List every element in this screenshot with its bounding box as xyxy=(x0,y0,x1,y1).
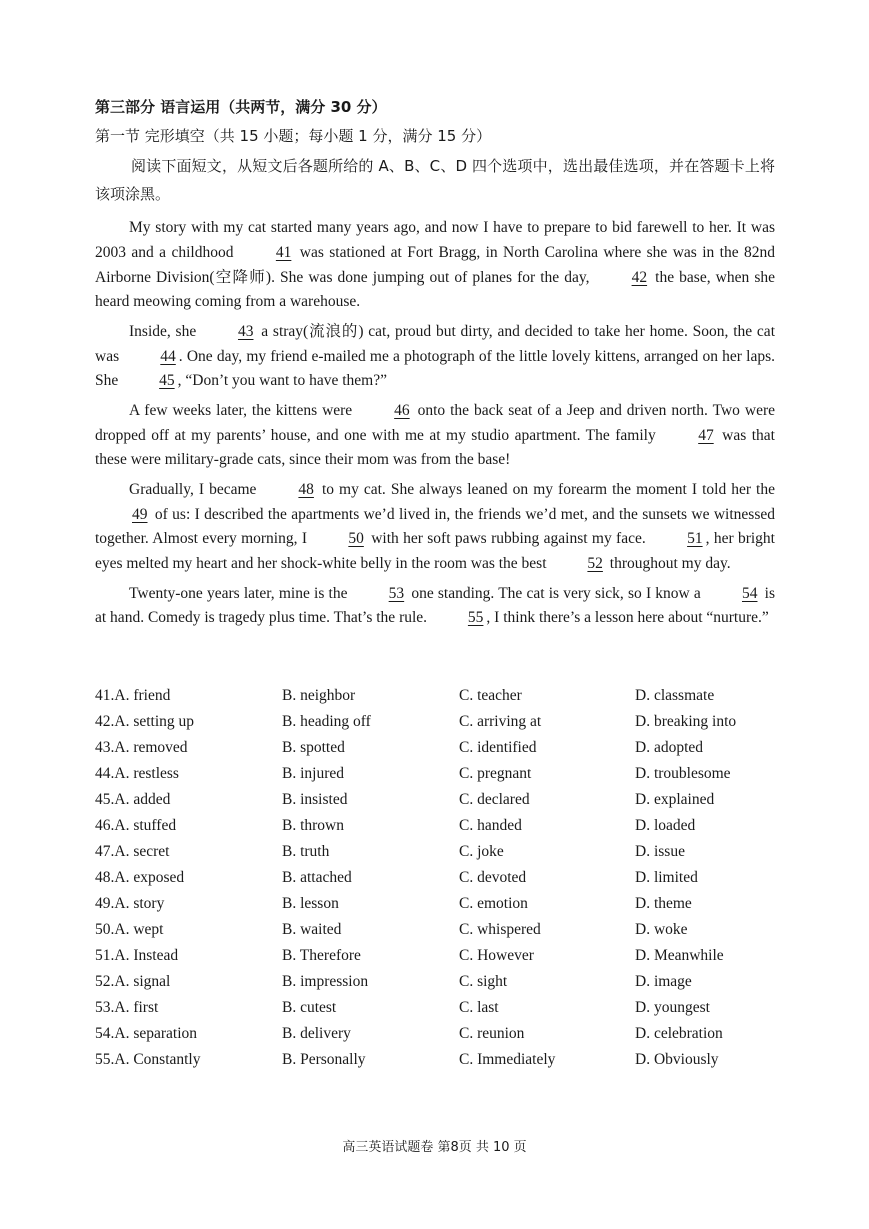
option-choice: 43.A. removed xyxy=(95,739,188,756)
option-row xyxy=(95,943,775,969)
blank-number: 49 xyxy=(132,505,148,523)
passage-paragraph xyxy=(95,478,775,577)
passage-text: Gradually, I became xyxy=(129,480,262,498)
option-choice: D. breaking into xyxy=(635,713,737,730)
passage-text: with her soft paws rubbing against my face. xyxy=(366,530,651,548)
option-choice: 48.A. exposed xyxy=(95,869,185,886)
option-choice: C. handed xyxy=(459,817,522,834)
option-choice: C. reunion xyxy=(459,1025,525,1042)
option-choice: 54.A. separation xyxy=(95,1025,198,1042)
option-choice: C. However xyxy=(459,947,534,964)
passage-text: , her bright eyes melted my heart and her shock-white belly in the room was the best xyxy=(95,530,775,573)
option-choice: C. declared xyxy=(459,791,530,808)
passage-text: My story with my cat started many years ago, and now I have to prepare to bid farewell to her. It was 2003 and a childhood xyxy=(95,219,775,261)
option-choice: B. delivery xyxy=(282,1025,351,1042)
option-choice: C. teacher xyxy=(459,687,522,704)
section-heading: 第三部分 语言运用（共两节，满分 30 分） xyxy=(95,98,387,116)
option-choice: B. spotted xyxy=(282,739,345,756)
option-choice: C. sight xyxy=(459,973,508,990)
option-choice: B. truth xyxy=(282,843,330,860)
blank-number: 54 xyxy=(741,584,758,602)
option-choice: D. woke xyxy=(635,921,688,938)
option-choice: 50.A. wept xyxy=(95,921,164,938)
option-choice: 44.A. restless xyxy=(95,765,179,782)
option-row xyxy=(95,1021,775,1047)
option-choice: B. thrown xyxy=(282,817,344,834)
option-choice: B. cutest xyxy=(282,999,337,1016)
option-choice: C. emotion xyxy=(459,895,528,912)
blank-number: 41 xyxy=(275,243,292,261)
option-choice: D. issue xyxy=(635,843,685,860)
option-choice: B. Personally xyxy=(282,1051,366,1068)
blank-number: 42 xyxy=(631,268,648,286)
option-row xyxy=(95,917,775,943)
passage-text: . One day, my friend e-mailed me a photograph of the little lovely kittens, arranged on her laps. She xyxy=(95,347,775,390)
option-choice: 55.A. Constantly xyxy=(95,1051,201,1068)
option-choice: D. Obviously xyxy=(635,1051,719,1068)
option-choice: B. neighbor xyxy=(282,687,356,704)
passage-text: was that these were military-grade cats, since their mom was from the base! xyxy=(95,426,775,469)
option-row xyxy=(95,683,775,709)
option-choice: D. loaded xyxy=(635,817,696,834)
answer-options xyxy=(95,683,775,1073)
option-choice: 51.A. Instead xyxy=(95,947,179,964)
passage-text: Inside, she xyxy=(129,322,201,340)
blank-number: 43 xyxy=(237,322,254,340)
blank-number: 45 xyxy=(159,372,175,390)
passage-text: one standing. The cat is very sick, so I know a xyxy=(407,584,705,602)
option-choice: C. devoted xyxy=(459,869,527,886)
blank-number: 50 xyxy=(348,530,364,548)
subsection-heading: 第一节 完形填空（共 15 小题；每小题 1 分，满分 15 分） xyxy=(95,127,492,145)
blank-number: 48 xyxy=(298,480,314,498)
passage-text: onto the back seat of a Jeep and driven north. Two were dropped off at my parents’ house, and one with me at my studio apartment. The family xyxy=(95,401,775,444)
page-footer: 高三英语试题卷 第8页 共 10 页 xyxy=(342,1140,527,1155)
passage-paragraph xyxy=(95,320,775,394)
option-choice: D. image xyxy=(635,973,692,990)
option-row xyxy=(95,995,775,1021)
option-choice: D. youngest xyxy=(635,999,710,1016)
option-choice: B. waited xyxy=(282,921,342,938)
option-choice: C. whispered xyxy=(459,921,541,938)
passage-text: was stationed at Fort Bragg, in North Carolina where she was in the 82nd Airborne Division(空降师). She was done jumping out of planes for the day, xyxy=(95,243,775,286)
option-choice: D. adopted xyxy=(635,739,704,756)
blank-number: 51 xyxy=(687,530,703,548)
option-choice: D. celebration xyxy=(635,1025,723,1042)
option-row xyxy=(95,761,775,787)
option-row xyxy=(95,735,775,761)
option-choice: C. arriving at xyxy=(459,713,542,730)
passage-paragraph xyxy=(95,399,775,473)
option-choice: D. limited xyxy=(635,869,698,886)
passage-text: , I think there’s a lesson here about “nurture.” xyxy=(486,609,769,627)
option-choice: B. lesson xyxy=(282,895,339,912)
blank-number: 44 xyxy=(160,347,176,365)
option-choice: C. joke xyxy=(459,843,504,860)
option-choice: C. identified xyxy=(459,739,537,756)
blank-number: 46 xyxy=(394,401,410,419)
passage-text: is at hand. Comedy is tragedy plus time. That’s the rule. xyxy=(95,584,776,627)
option-choice: D. troublesome xyxy=(635,765,731,782)
option-choice: D. theme xyxy=(635,895,692,912)
passage-paragraph xyxy=(95,216,775,315)
blank-number: 47 xyxy=(698,426,714,444)
option-choice: B. Therefore xyxy=(282,947,361,964)
option-choice: C. Immediately xyxy=(459,1051,556,1068)
option-choice: D. Meanwhile xyxy=(635,947,724,964)
option-row xyxy=(95,969,775,995)
option-row xyxy=(95,839,775,865)
passage-text: , “Don’t you want to have them?” xyxy=(177,372,387,390)
option-choice: 49.A. story xyxy=(95,895,165,912)
instructions xyxy=(95,152,775,208)
passage-text: of us: I described the apartments we’d lived in, the friends we’d met, and the sunsets we witnessed together. Almost every morning, I xyxy=(95,505,775,548)
passage-text: the base, when she heard meowing coming from a warehouse. xyxy=(95,268,775,311)
passage-text: a stray(流浪的) cat, proud but dirty, and decided to take her home. Soon, the cat was xyxy=(95,322,775,365)
option-choice: B. insisted xyxy=(282,791,348,808)
option-choice: C. pregnant xyxy=(459,765,532,782)
option-choice: 41.A. friend xyxy=(95,687,171,704)
option-choice: 46.A. stuffed xyxy=(95,817,177,834)
passage-text: A few weeks later, the kittens were xyxy=(129,401,358,419)
passage-text: Twenty-one years later, mine is the xyxy=(129,584,352,602)
passage-paragraph xyxy=(95,582,775,632)
option-row xyxy=(95,709,775,735)
option-choice: B. heading off xyxy=(282,713,371,730)
blank-number: 52 xyxy=(587,555,603,573)
option-row xyxy=(95,813,775,839)
blank-number: 55 xyxy=(467,609,484,627)
option-choice: 47.A. secret xyxy=(95,843,170,860)
option-choice: 42.A. setting up xyxy=(95,713,195,730)
passage-text: to my cat. She always leaned on my forearm the moment I told her the xyxy=(316,480,775,498)
option-choice: B. attached xyxy=(282,869,352,886)
option-choice: C. last xyxy=(459,999,499,1016)
passage-text: throughout my day. xyxy=(605,555,731,573)
option-row xyxy=(95,891,775,917)
option-choice: 45.A. added xyxy=(95,791,171,808)
option-choice: B. impression xyxy=(282,973,369,990)
option-choice: B. injured xyxy=(282,765,344,782)
option-choice: D. classmate xyxy=(635,687,715,704)
option-row xyxy=(95,787,775,813)
cloze-passage xyxy=(95,216,775,636)
blank-number: 53 xyxy=(388,584,405,602)
option-row xyxy=(95,865,775,891)
instructions-text: 阅读下面短文，从短文后各题所给的 A、B、C、D 四个选项中，选出最佳选项，并在答题卡上将该项涂黑。 xyxy=(95,157,775,203)
option-choice: D. explained xyxy=(635,791,715,808)
option-choice: 53.A. first xyxy=(95,999,159,1016)
option-row xyxy=(95,1047,775,1073)
option-choice: 52.A. signal xyxy=(95,973,171,990)
